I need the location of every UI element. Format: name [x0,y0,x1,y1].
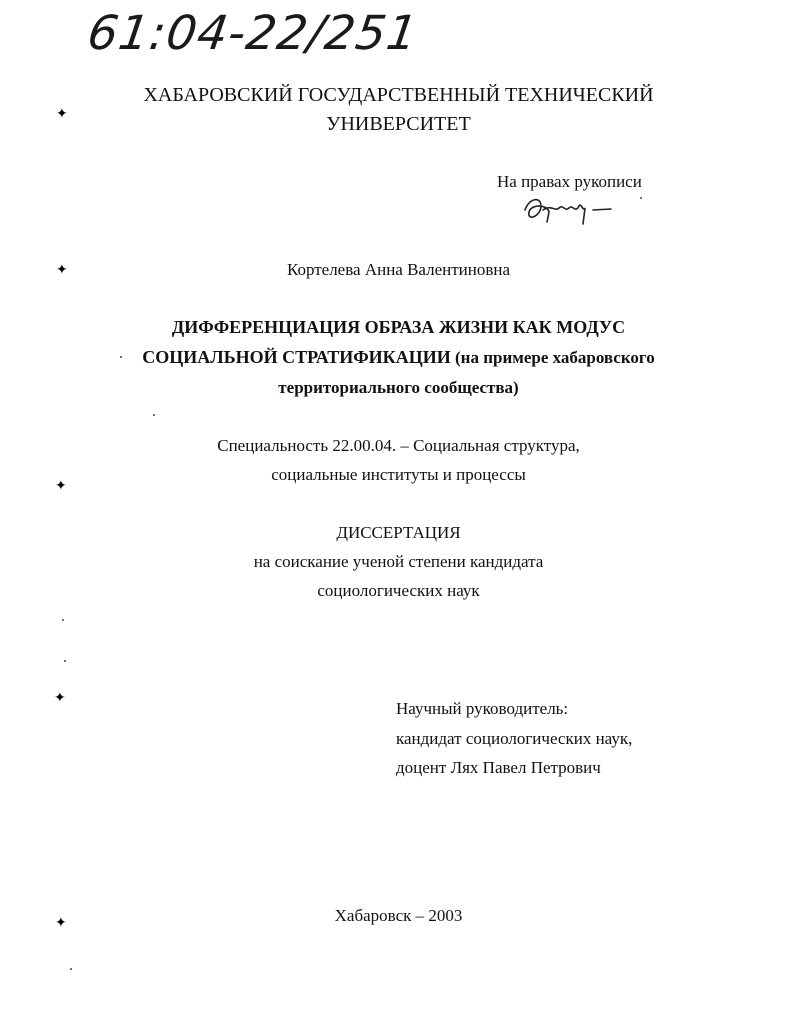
manuscript-rights: На правах рукописи [497,172,642,191]
thesis-title-line2-sub: (на примере хабаровского [450,348,655,367]
dissertation-line2: социологических наук [317,581,480,600]
city-year: Хабаровск – 2003 [334,906,463,925]
scan-mark-icon: ✦ [56,106,68,122]
supervisor-name: доцент Лях Павел Петрович [396,758,601,777]
specialty-line1: Специальность 22.00.04. – Социальная структура, [217,436,580,455]
thesis-title-line3-text: территориального сообщества) [278,378,519,397]
supervisor-label: Научный руководитель: [396,699,569,718]
scan-mark-icon: ✦ [54,690,66,706]
university-name-line2: УНИВЕРСИТЕТ [326,113,471,135]
scan-speck [64,660,66,662]
scan-speck [120,356,122,358]
scan-speck [70,968,72,970]
scan-speck [62,619,64,621]
thesis-title-line3 [0,377,797,398]
dissertation-heading: ДИССЕРТАЦИЯ [336,523,461,542]
supervisor-degree: кандидат социологических наук, [396,729,633,748]
scan-speck [153,414,155,416]
scan-mark-icon: ✦ [56,262,68,278]
signature [519,192,619,228]
university-name-line1: ХАБАРОВСКИЙ ГОСУДАРСТВЕННЫЙ ТЕХНИЧЕСКИЙ [143,84,654,106]
author-name: Кортелева Анна Валентиновна [286,260,511,279]
specialty-line2: социальные институты и процессы [271,465,526,484]
dissertation-line1: на соискание ученой степени кандидата [253,552,544,571]
archive-code-handwritten: 61:04-22/251 [84,6,422,61]
scan-mark-icon: ✦ [55,915,67,931]
scan-mark-icon: ✦ [55,478,67,494]
thesis-title-line1: ДИФФЕРЕНЦИАЦИЯ ОБРАЗА ЖИЗНИ КАК МОДУС [171,317,626,337]
thesis-title-line2-main: СОЦИАЛЬНОЙ СТРАТИФИКАЦИИ [142,347,451,367]
scan-speck [640,197,642,199]
